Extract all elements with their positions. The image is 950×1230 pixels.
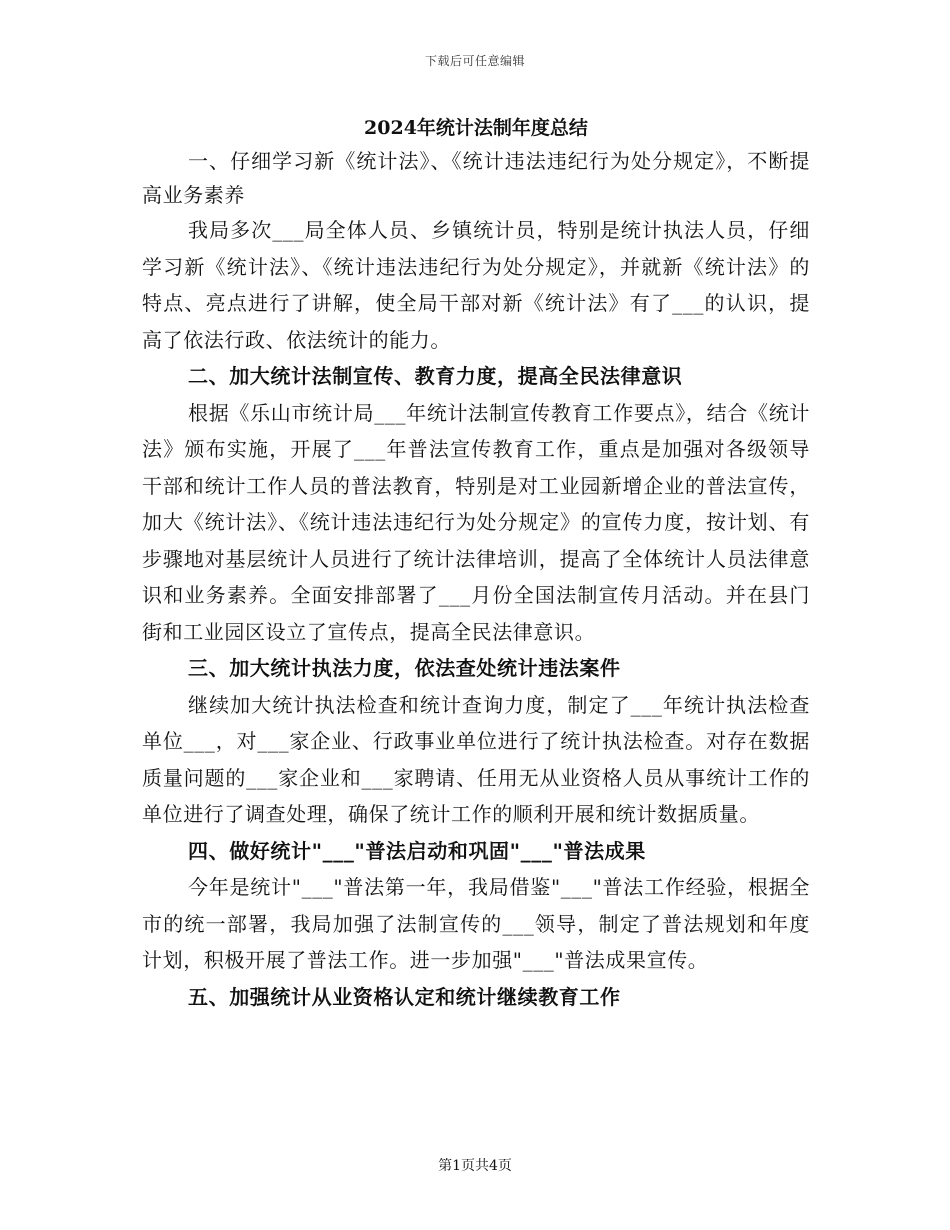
section-2-paragraph: 根据《乐山市统计局___年统计法制宣传教育工作要点》，结合《统计法》颁布实施，开展了___年普法宣传教育工作，重点是加强对各级领导干部和统计工作人员的普法教育，特别是对工业园新增企业的普法宣传，加大《统计法》、《统计违法违纪行为处分规定》的宣传力度，按计划、有步骤地对基层统计人员进行了统计法律培训，提高了全体统计人员法律意识和业务素养。全面安排部署了___月份全国法制宣传月活动。并在县门街和工业园区设立了宣传点，提高全民法律意识。 [142, 400, 810, 644]
section-2-heading: 二、加大统计法制宣传、教育力度，提高全民法律意识 [188, 364, 683, 388]
section-1-paragraph: 我局多次___局全体人员、乡镇统计员，特别是统计执法人员，仔细学习新《统计法》、《统计违法违纪行为处分规定》，并就新《统计法》的特点、亮点进行了讲解，使全局干部对新《统计法》有了___的认识，提高了依法行政、依法统计的能力。 [142, 218, 810, 352]
page-indicator: 第1页共4页 [438, 1158, 512, 1174]
section-3-paragraph: 继续加大统计执法检查和统计查询力度，制定了___年统计执法检查单位___，对___家企业、行政事业单位进行了统计执法检查。对存在数据质量问题的___家企业和___家聘请、任用无从业资格人员从事统计工作的单位进行了调查处理，确保了统计工作的顺利开展和统计数据质量。 [142, 692, 810, 826]
section-4-paragraph: 今年是统计"___"普法第一年，我局借鉴"___"普法工作经验，根据全市的统一部署，我局加强了法制宣传的___领导，制定了普法规划和年度计划，积极开展了普法工作。进一步加强"___"普法成果宣传。 [142, 875, 810, 972]
section-4-heading: 四、做好统计"___"普法启动和巩固"___"普法成果 [188, 838, 646, 863]
page-header-note: 下载后可任意编辑 [424, 54, 525, 68]
document-body [142, 112, 810, 1015]
section-3-heading: 三、加大统计执法力度，依法查处统计违法案件 [188, 656, 621, 680]
document-title: 2024年统计法制年度总结 [364, 117, 588, 139]
section-5-heading: 五、加强统计从业资格认定和统计继续教育工作 [188, 984, 621, 1009]
section-1-heading: 一、仔细学习新《统计法》、《统计违法违纪行为处分规定》，不断提高业务素养 [142, 149, 810, 207]
